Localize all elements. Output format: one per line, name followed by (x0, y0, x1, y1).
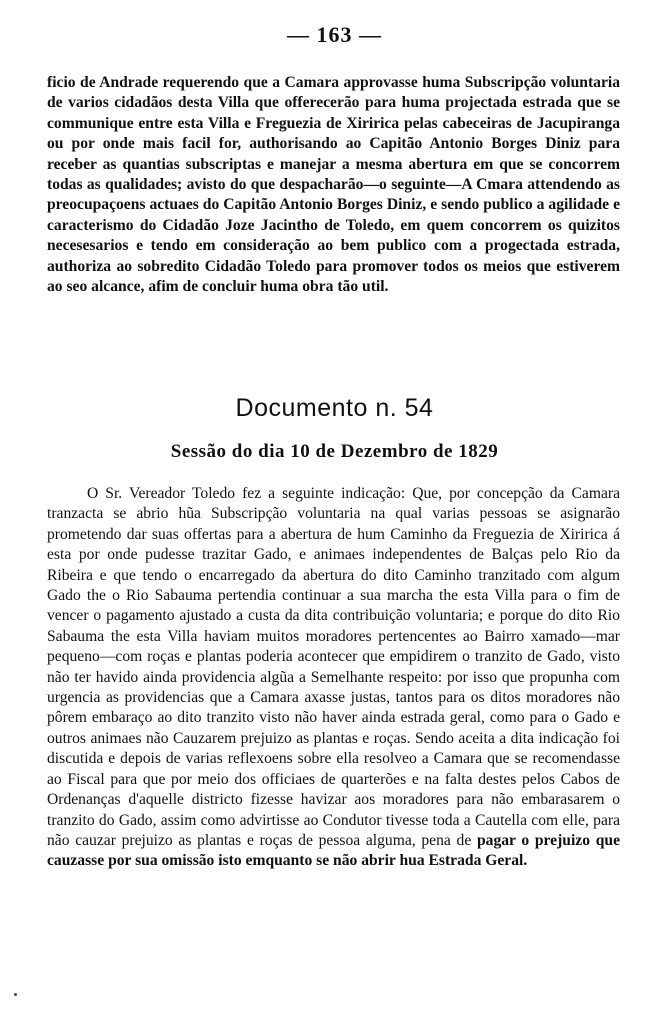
paragraph-body (47, 484, 620, 872)
paragraph-tail-text: pagar o prejuizo que cauzasse por sua omissão isto emquanto se não abrir hua Estrada Geral. (47, 831, 620, 870)
document-title: Documento n. 54 (235, 394, 434, 422)
paragraph-main-text: O Sr. Vereador Toledo fez a seguinte indicação: Que, por concepção da Camara tranzacta se abrio hũa Subscripção voluntaria na qual varias pessoas se asignarão prometendo dar suas offertas para a abertura de hum Caminho da Freguezia de Xiririca á esta por onde pudesse trazitar Gado, e animaes independentes de Balças pelo Rio da Ribeira e que tendo o encarregado da abertura do dito Caminho tranzitado com algum Gado the o Rio Sabauma pertendia continuar a sua marcha the esta Villa para o fim de vencer o pagamento ajustado a custa da dita contribuição voluntaria; e porque do dito Rio Sabauma the esta Villa haviam muitos moradores pertencentes ao Bairro xamado—mar pequeno—com roças e plantas poderia acontecer que empidirem o tranzito de Gado, visto não ter havido ainda providencia algũa a Semelhante respeito: por isso que propunha com urgencia as providencias que a Camara axasse justas, tantos para os ditos moradores não pôrem embaraço ao dito tranzito visto não haver ainda estrada geral, como para o Gado e outros animaes não Cauzarem prejuizo as plantas e roças. Sendo aceita a dita indicação foi discutida e depois de varias reflexoens sobre ella resolveo a Camara que se recomendasse ao Fiscal para que por meio dos officiaes de quarterões e na falta destes pelos Cabos de Ordenanças d'aquelle districto fizesse havizar aos moradores para não embarasarem o tranzito do Gado, assim como advirtisse ao Condutor tivesse toda a Cautella com elle, para não cauzar prejuizo as plantas e roças de pessoa alguma, pena de (47, 485, 620, 849)
page-number: — 163 — (287, 22, 382, 47)
session-title: Sessão do dia 10 de Dezembro de 1829 (170, 441, 499, 462)
session-paragraph (47, 484, 620, 872)
paragraph-text: ficio de Andrade requerendo que a Camara approvasse huma Subscripção voluntaria de varios cidadãos desta Villa que offerecerão para huma projectada estrada que se communique entre esta Villa e Freguezia de Xiririca pelas cabeceiras de Jacupiranga ou por onde mais facil for, authorisando ao Capitão Antonio Borges Diniz para receber as quantias subscriptas e manejar a mesma abertura em que se concorrem todas as qualidades; avisto do que despacharão—o seguinte—A Cmara attendendo as preocupaçoens actuaes do Capitão Antonio Borges Diniz, e sendo publico a agilidade e caracterismo do Cidadão Joze Jacintho de Toledo, em quem concorrem os quizitos necesesarios e tendo em consideração ao bem publico com a progectada estrada, authoriza ao sobredito Cidadão Toledo para promover todos os meios que estiverem ao seo alcance, afim de concluir huma obra tão util. (47, 74, 620, 296)
margin-mark (14, 993, 17, 996)
paragraph-continuation (47, 73, 620, 297)
